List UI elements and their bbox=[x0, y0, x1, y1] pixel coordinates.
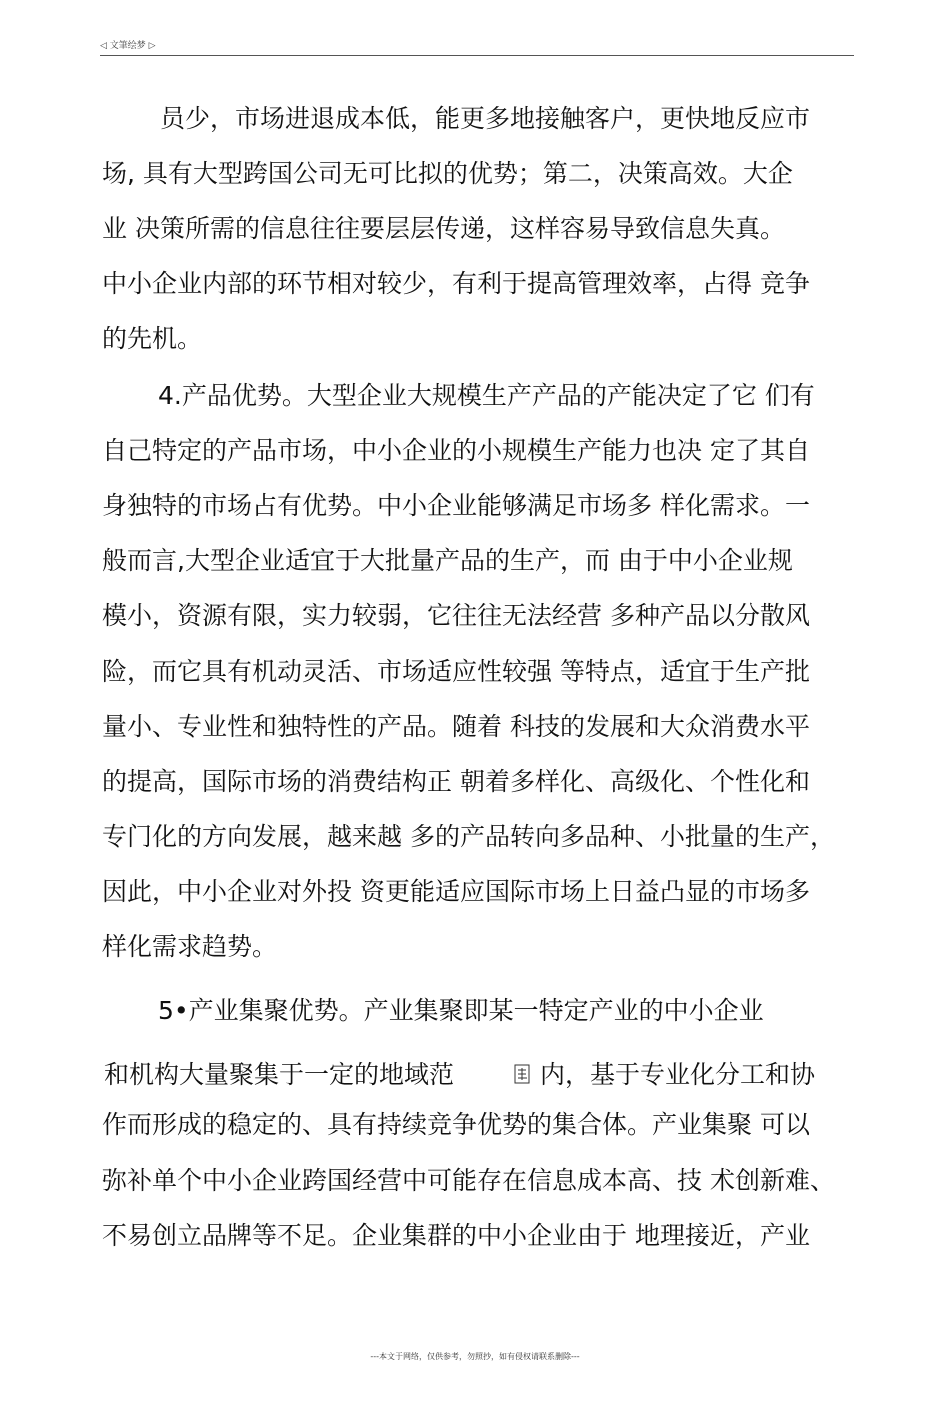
text-line: 身独特的市场占有优势。中小企业能够满足市场多 样化需求。一 bbox=[102, 491, 810, 520]
text-line: 中小企业内部的环节相对较少，有利于提高管理效率，占得 竞争 bbox=[102, 269, 810, 298]
text-line: 不易创立品牌等不足。企业集群的中小企业由于 地理接近，产业 bbox=[102, 1221, 810, 1250]
text-line: 模小，资源有限，实力较弱，它往往无法经营 多种产品以分散风 bbox=[102, 601, 810, 630]
text-line: 因此，中小企业对外投 资更能适应国际市场上日益凸显的市场多 bbox=[102, 877, 810, 906]
text-line: 弥补单个中小企业跨国经营中可能存在信息成本高、技 术创新难、 bbox=[102, 1166, 835, 1195]
text-line: 专门化的方向发展，越来越 多的产品转向多品种、小批量的生产， bbox=[102, 822, 835, 851]
text-line: 4.产品优势。大型企业大规模生产产品的产能决定了它 们有 bbox=[158, 381, 815, 410]
text-line: 员少，市场进退成本低，能更多地接触客户，更快地反应市 bbox=[160, 104, 811, 133]
text-line: 的提高，国际市场的消费结构正 朝着多样化、高级化、个性化和 bbox=[102, 767, 810, 796]
scan-artifact-icon bbox=[512, 1062, 532, 1086]
text-line: 业 决策所需的信息往往要层层传递，这样容易导致信息失真。 bbox=[102, 214, 785, 243]
text-line: 般而言,大型企业适宜于大批量产品的生产，而 由于中小企业规 bbox=[102, 546, 793, 575]
text-line: 样化需求趋势。 bbox=[102, 932, 278, 961]
page-footer: ---本文于网络，仅供参考，勿照抄，如有侵权请联系删除--- bbox=[370, 1352, 580, 1361]
header-rule bbox=[100, 55, 854, 56]
text-line: 和机构大量聚集于一定的地域范 bbox=[104, 1060, 455, 1089]
text-line: 的先机。 bbox=[102, 324, 203, 353]
text-line: 5•产业集聚优势。产业集聚即某一特定产业的中小企业 bbox=[158, 996, 764, 1025]
header-text: ◁ 文筆绘梦 ▷ bbox=[100, 41, 156, 51]
scan-artifact-glyph bbox=[512, 1062, 532, 1086]
text-line: 场, 具有大型跨国公司无可比拟的优势；第二，决策高效。大企 bbox=[102, 159, 793, 188]
text-line: 作而形成的稳定的、具有持续竞争优势的集合体。产业集聚 可以 bbox=[102, 1110, 810, 1139]
text-line: 内，基于专业化分工和协 bbox=[540, 1060, 816, 1089]
page-header bbox=[100, 38, 854, 54]
text-line: 自己特定的产品市场，中小企业的小规模生产能力也决 定了其自 bbox=[102, 436, 810, 465]
text-line: 量小、专业性和独特性的产品。随着 科技的发展和大众消费水平 bbox=[102, 712, 810, 741]
text-line: 险，而它具有机动灵活、市场适应性较强 等特点，适宜于生产批 bbox=[102, 657, 810, 686]
